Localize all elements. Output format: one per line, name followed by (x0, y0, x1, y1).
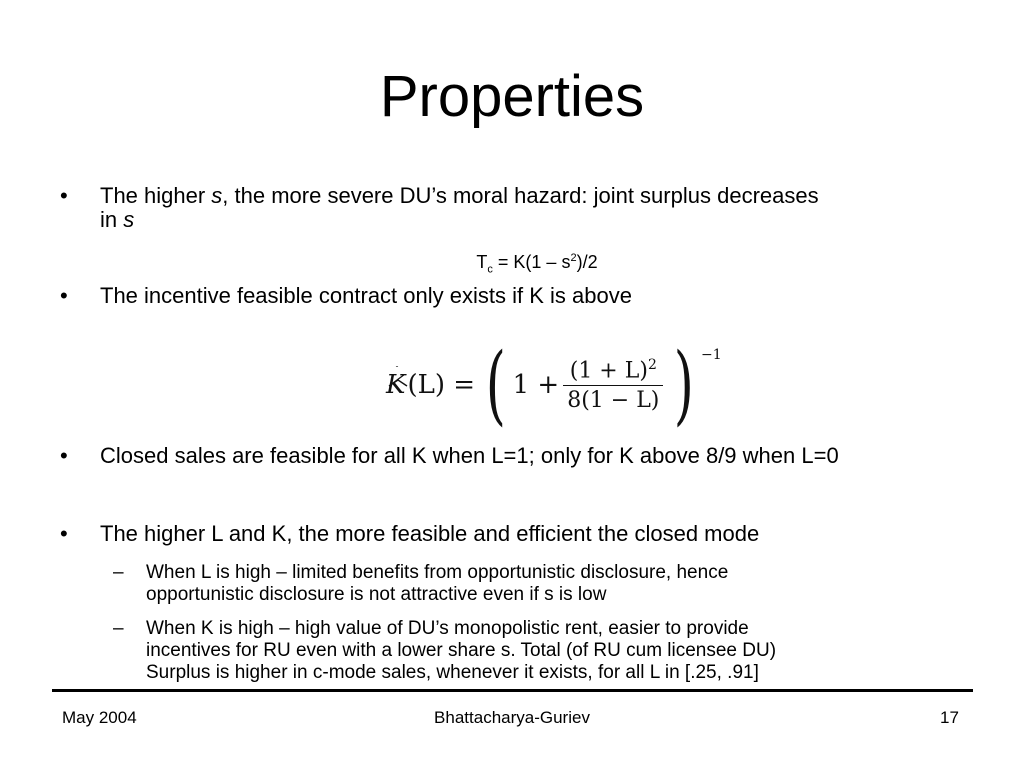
sub-bullet-line: opportunistic disclosure is not attractive even if s is low (146, 584, 607, 605)
bullet-text-var: s (211, 183, 223, 208)
slide-title: Properties (379, 64, 645, 129)
formula-k-row (386, 335, 722, 435)
sub-bullet-line: When K is high – high value of DU’s monopolistic rent, easier to provide (146, 618, 749, 639)
bullet-closed-sales (60, 444, 960, 468)
bullet-text-part: in (100, 207, 124, 232)
bullet-incentive-feasible (60, 284, 960, 308)
bullet-closed-mode (60, 522, 960, 546)
sub-bullet-line: When L is high – limited benefits from opportunistic disclosure, hence (146, 562, 729, 583)
formula-one-plus: 1 + (512, 370, 560, 400)
formula-k-hat (386, 335, 726, 435)
formula-numerator-exponent: 2 (647, 356, 657, 373)
formula-k-lhs: (L) = (407, 370, 476, 400)
formula-numerator (566, 357, 661, 385)
formula-close-paren: ) (674, 335, 695, 435)
formula-k-hat-symbol (386, 370, 405, 400)
bullet-text-part: The higher (100, 183, 212, 208)
sub-bullet-line: incentives for RU even with a lower share s. Total (of RU cum licensee DU) (146, 640, 777, 661)
footer-date: May 2004 (62, 708, 137, 727)
formula-outer-exponent: −1 (700, 347, 722, 363)
formula-tc-symbol: T (476, 252, 488, 272)
formula-fraction (563, 357, 663, 413)
sub-bullet-text (146, 562, 913, 606)
bullet-text-var: s (123, 207, 135, 232)
bullet-moral-hazard (60, 184, 960, 232)
bullet-text: Closed sales are feasible for all K when L=1; only for K above 8/9 when L=0 (100, 443, 839, 468)
formula-tc-mid: = K(1 – s (492, 252, 571, 272)
formula-tc-end: )/2 (576, 252, 598, 272)
formula-numerator-text: (1 + L) (569, 358, 648, 384)
footer-page-number: 17 (940, 708, 959, 727)
bullet-text (100, 184, 960, 232)
bullet-marker: • (60, 521, 68, 546)
bullet-text: The higher L and K, the more feasible and efficient the closed mode (100, 521, 760, 546)
formula-tc (0, 246, 1024, 282)
formula-open-paren: ( (485, 335, 506, 435)
sub-bullet-marker: – (113, 618, 124, 639)
formula-k-letter: K (386, 370, 406, 400)
bullet-marker: • (60, 283, 68, 308)
bullet-marker: • (60, 183, 68, 208)
footer-authors: Bhattacharya-Guriev (434, 708, 590, 727)
footer-divider (52, 689, 973, 692)
formula-tc-exponent: 2 (570, 252, 577, 264)
sub-bullet-k-high (113, 618, 913, 684)
bullet-text-part: , the more severe DU’s moral hazard: joint surplus decreases (222, 183, 819, 208)
sub-bullet-line: Surplus is higher in c-mode sales, whenever it exists, for all L in [.25, .91] (146, 662, 759, 683)
sub-bullet-l-high (113, 562, 913, 606)
hat-accent-icon (388, 364, 408, 394)
sub-bullet-text (146, 618, 913, 684)
formula-tc-subscript: c (487, 263, 493, 276)
bullet-text: The incentive feasible contract only exists if K is above (100, 283, 632, 308)
formula-denominator: 8(1 − L) (563, 385, 663, 413)
bullet-marker: • (60, 443, 68, 468)
sub-bullet-marker: – (113, 562, 124, 583)
